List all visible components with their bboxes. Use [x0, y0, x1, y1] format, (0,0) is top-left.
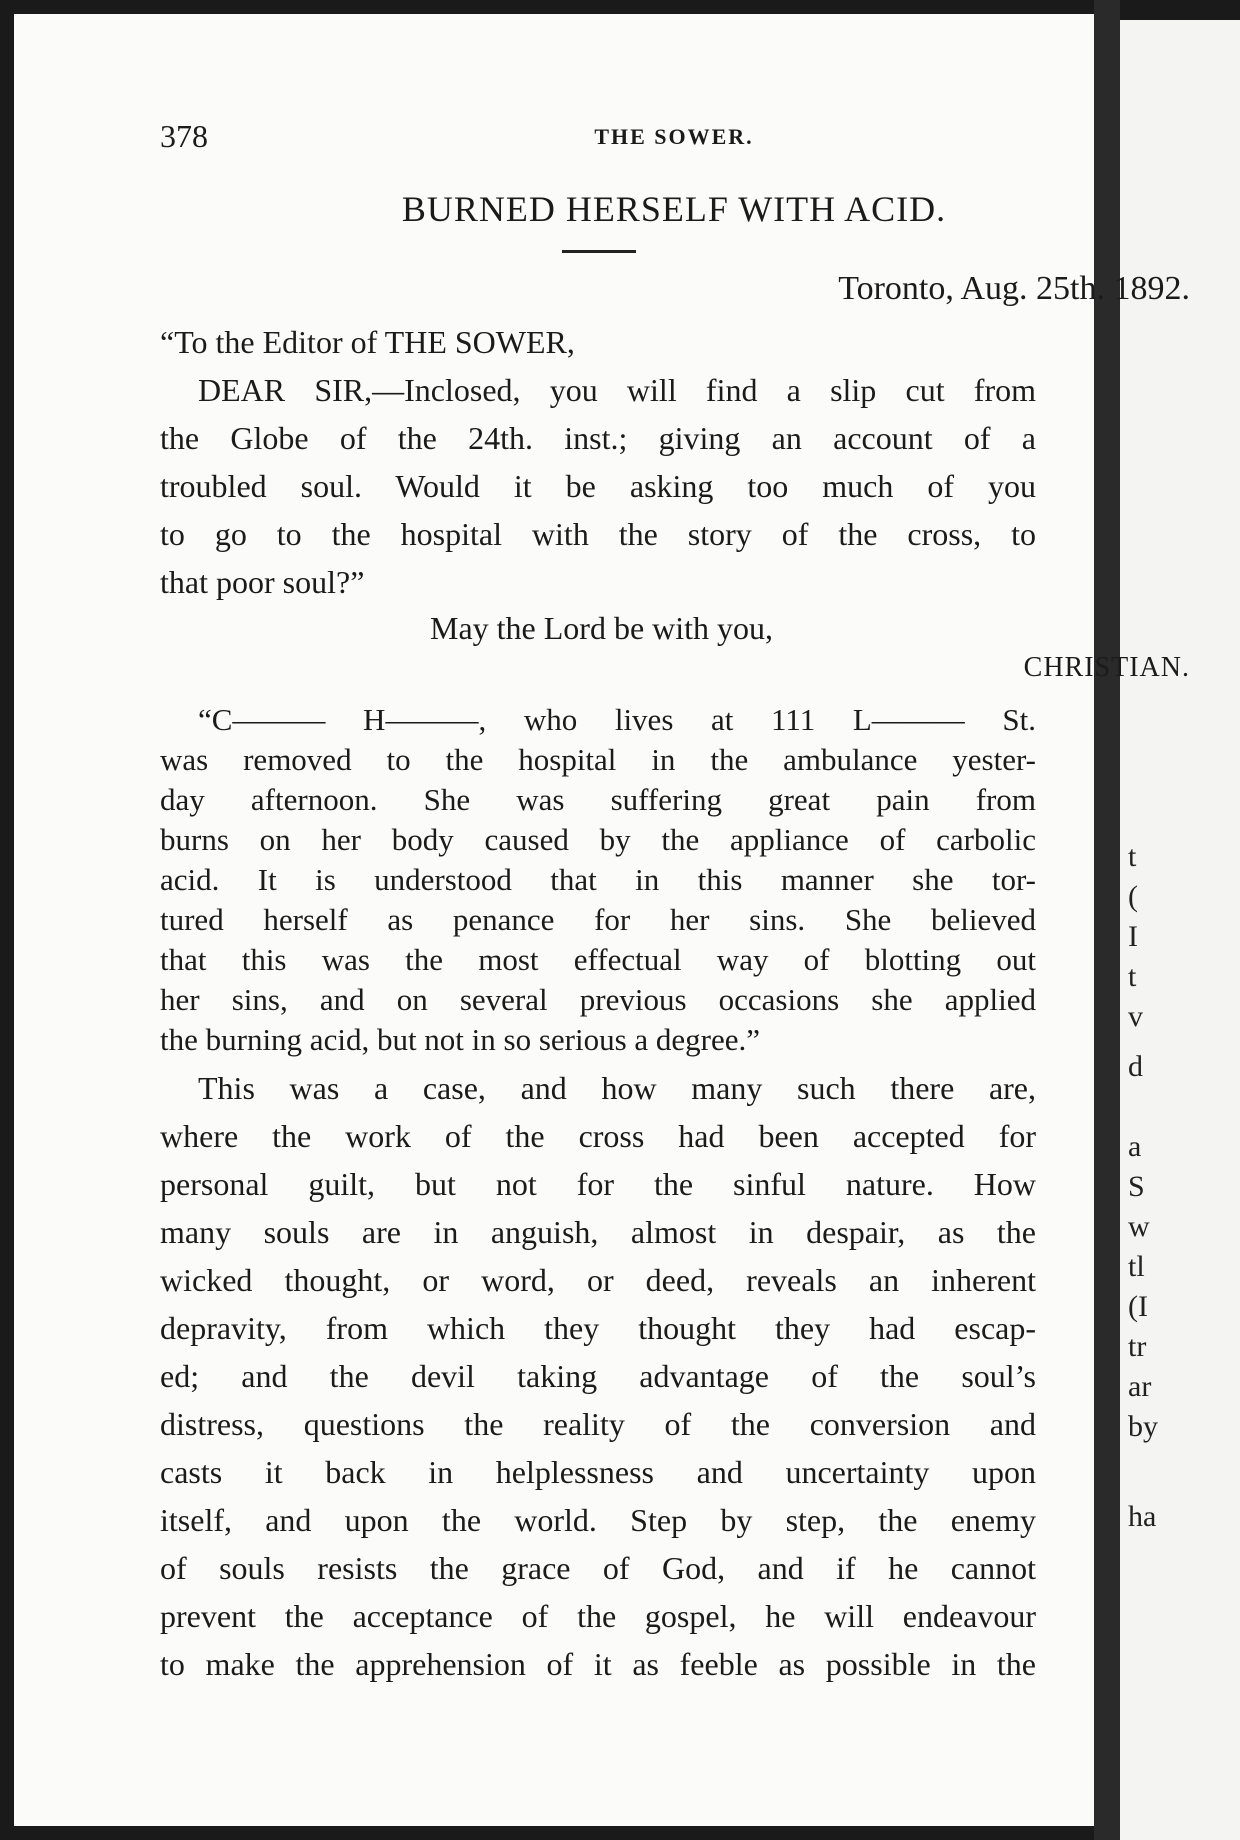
body-line: distress, questions the reality of the conversion and: [160, 1406, 1036, 1442]
body-line: This was a case, and how many such there are,: [198, 1070, 1036, 1106]
quote-line: her sins, and on several previous occasions she applied: [160, 982, 1036, 1017]
quote-line: tured herself as penance for her sins. She believed: [160, 902, 1036, 937]
quote-line: burns on her body caused by the appliance of carbolic: [160, 822, 1036, 857]
body-line: prevent the acceptance of the gospel, he will endeavour: [160, 1598, 1036, 1634]
body-line: personal guilt, but not for the sinful nature. How: [160, 1166, 1036, 1202]
facing-page-fragment: w: [1128, 1210, 1150, 1243]
facing-page-fragment: (I: [1128, 1290, 1148, 1323]
quote-line: acid. It is understood that in this manner she tor-: [160, 862, 1036, 897]
body-line: where the work of the cross had been accepted for: [160, 1118, 1036, 1154]
page-header: [160, 118, 1188, 158]
facing-page-fragment: I: [1128, 920, 1138, 953]
article-title: BURNED HERSELF WITH ACID.: [401, 189, 947, 229]
facing-page-fragment: tl: [1128, 1250, 1145, 1283]
facing-page-fragment: d: [1128, 1050, 1143, 1083]
dateline: Toronto, Aug. 25th. 1892.: [838, 270, 1190, 307]
quote-line: that this was the most effectual way of blotting out: [160, 942, 1036, 977]
body-line: casts it back in helplessness and uncertainty upon: [160, 1454, 1036, 1490]
facing-page-fragment: v: [1128, 1000, 1143, 1033]
title-rule: [562, 250, 636, 253]
quote-line: day afternoon. She was suffering great pain from: [160, 782, 1036, 817]
facing-page-fragment: a: [1128, 1130, 1142, 1163]
letter-line: troubled soul. Would it be asking too much of you: [160, 468, 1036, 504]
body-line: wicked thought, or word, or deed, reveals an inherent: [160, 1262, 1036, 1298]
salutation: [160, 318, 1036, 366]
facing-page-fragment: by: [1128, 1410, 1158, 1443]
quote-line: the burning acid, but not in so serious a degree.”: [160, 1022, 761, 1057]
facing-page-fragment: tr: [1128, 1330, 1147, 1363]
letter-line: that poor soul?”: [160, 564, 365, 600]
salutation-line: “To the Editor of THE SOWER,: [160, 324, 575, 360]
body-line: of souls resists the grace of God, and if he cannot: [160, 1550, 1036, 1586]
facing-page-fragment: ar: [1128, 1370, 1152, 1403]
facing-page-fragment: (: [1128, 880, 1138, 913]
quote-line: was removed to the hospital in the ambulance yester-: [160, 742, 1036, 777]
article-body: [160, 1064, 1036, 1688]
letter-body: [160, 366, 1036, 606]
page-number: 378: [160, 118, 208, 154]
body-line: to make the apprehension of it as feeble as possible in the: [160, 1646, 1036, 1682]
running-title: THE SOWER.: [594, 124, 754, 149]
body-line: ed; and the devil taking advantage of the soul’s: [160, 1358, 1036, 1394]
body-line: many souls are in anguish, almost in despair, as the: [160, 1214, 1036, 1250]
letter-line: the Globe of the 24th. inst.; giving an account of a: [160, 420, 1036, 456]
facing-page-fragment: S: [1128, 1170, 1145, 1203]
body-line: depravity, from which they thought they had escap-: [160, 1310, 1036, 1346]
letter-line: to go to the hospital with the story of the cross, to: [160, 516, 1036, 552]
letter-line: DEAR SIR,—Inclosed, you will find a slip cut from: [198, 372, 1036, 408]
facing-page-fragment: t: [1128, 960, 1137, 993]
body-line: itself, and upon the world. Step by step, the enemy: [160, 1502, 1036, 1538]
facing-page-fragment: ha: [1128, 1500, 1157, 1533]
quote-line: “C——— H———, who lives at 111 L——— St.: [198, 702, 1036, 737]
facing-page-fragment: t: [1128, 840, 1137, 873]
sign-off: May the Lord be with you,: [430, 610, 774, 646]
signature: CHRISTIAN.: [1023, 652, 1190, 683]
newspaper-quote: [160, 700, 1036, 1060]
